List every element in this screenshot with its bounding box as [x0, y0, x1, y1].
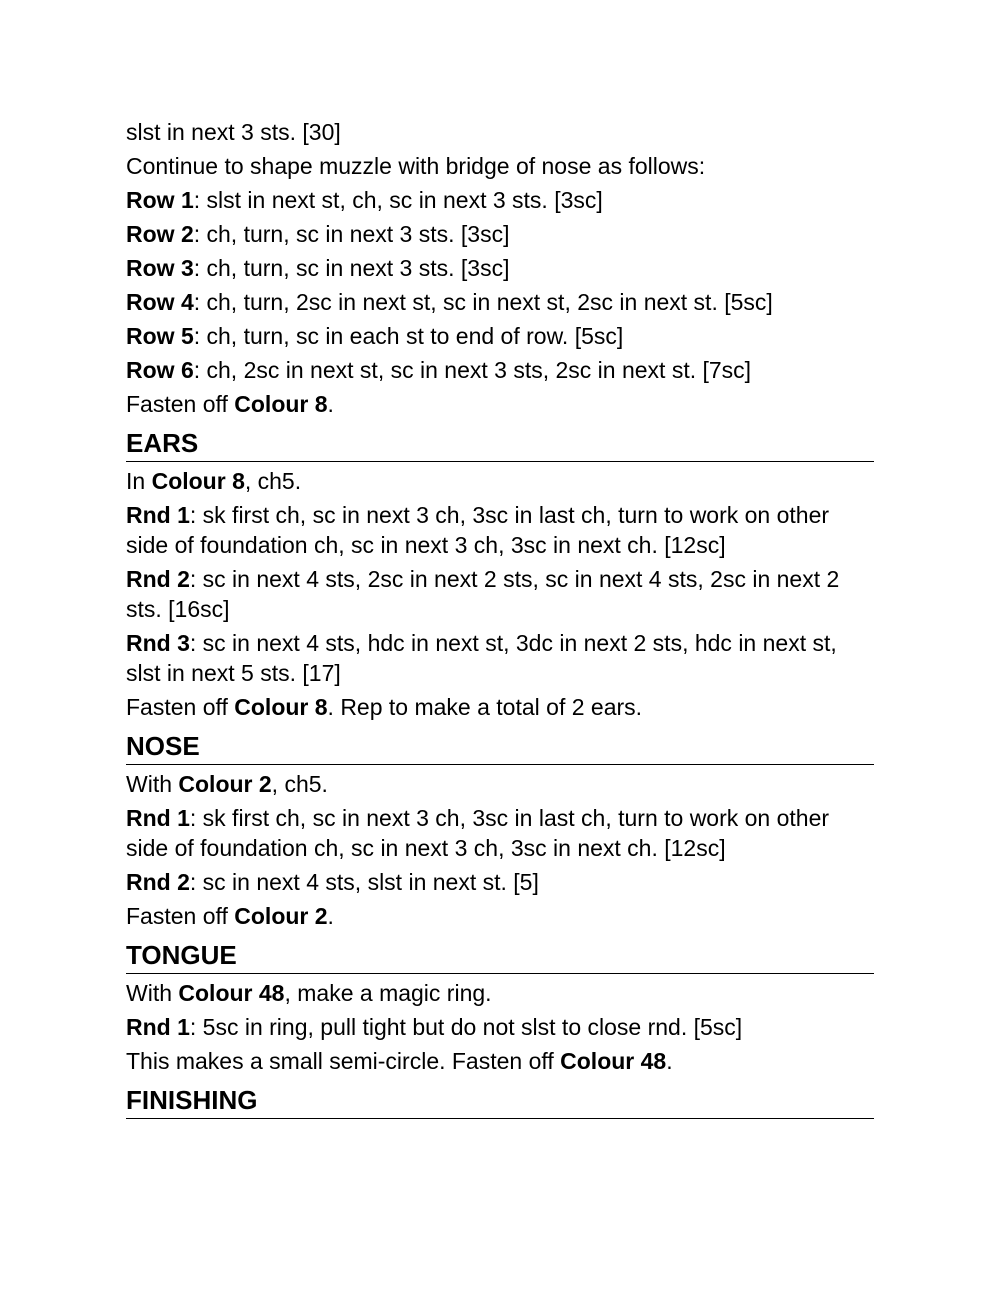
section-heading-nose: NOSE [126, 730, 874, 765]
fasten-off-line [126, 1046, 874, 1076]
round-instruction [126, 1012, 874, 1042]
row-instruction [126, 219, 874, 249]
row-instruction [126, 355, 874, 385]
row-text: : ch, 2sc in next st, sc in next 3 sts, 2sc in next st. [7sc] [193, 357, 752, 383]
round-instruction [126, 500, 874, 560]
fasten-off-line [126, 692, 874, 722]
round-instruction [126, 803, 874, 863]
colour-name: Colour 2 [178, 771, 272, 797]
round-label: Rnd 2 [126, 566, 190, 592]
start-text: In [126, 468, 152, 494]
section-heading-finishing: FINISHING [126, 1084, 874, 1119]
intro-line: slst in next 3 sts. [30] [126, 119, 341, 145]
fasten-text: Fasten off [126, 391, 235, 417]
round-text: : sc in next 4 sts, hdc in next st, 3dc in next 2 sts, hdc in next st, slst in next 5 sts. [17] [126, 630, 837, 686]
row-label: Row 1 [126, 187, 194, 213]
colour-name: Colour 8 [234, 694, 328, 720]
row-text: : ch, turn, sc in each st to end of row. [5sc] [193, 323, 624, 349]
fasten-text: . [327, 903, 334, 929]
round-instruction [126, 867, 874, 897]
colour-name: Colour 2 [234, 903, 328, 929]
fasten-text: . Rep to make a total of 2 ears. [327, 694, 643, 720]
fasten-text: Fasten off [126, 694, 235, 720]
row-label: Row 5 [126, 323, 194, 349]
fasten-off-line [126, 901, 874, 931]
colour-name: Colour 8 [151, 468, 245, 494]
row-instruction [126, 287, 874, 317]
round-instruction [126, 628, 874, 688]
fasten-text: . [666, 1048, 673, 1074]
row-label: Row 3 [126, 255, 194, 281]
start-text: , ch5. [271, 771, 328, 797]
start-text: , make a magic ring. [284, 980, 492, 1006]
start-text: , ch5. [244, 468, 302, 494]
fasten-off-line [126, 389, 874, 419]
round-text: : sc in next 4 sts, slst in next st. [5] [189, 869, 539, 895]
row-instruction [126, 253, 874, 283]
colour-name: Colour 48 [178, 980, 285, 1006]
start-line [126, 769, 874, 799]
round-label: Rnd 3 [126, 630, 190, 656]
row-label: Row 2 [126, 221, 194, 247]
section-heading-tongue: TONGUE [126, 939, 874, 974]
round-text: : sk first ch, sc in next 3 ch, 3sc in last ch, turn to work on other side of foundation ch, sc in next 3 ch, 3sc in next ch. [12sc] [126, 805, 830, 861]
section-heading-ears: EARS [126, 427, 874, 462]
row-text: : ch, turn, 2sc in next st, sc in next st, 2sc in next st. [5sc] [193, 289, 773, 315]
pattern-page [126, 117, 874, 1123]
intro-line: Continue to shape muzzle with bridge of nose as follows: [126, 153, 706, 179]
colour-name: Colour 48 [560, 1048, 667, 1074]
row-text: : slst in next st, ch, sc in next 3 sts. [3sc] [193, 187, 603, 213]
round-label: Rnd 1 [126, 805, 190, 831]
row-label: Row 4 [126, 289, 194, 315]
start-text: With [126, 980, 179, 1006]
start-line [126, 466, 874, 496]
row-text: : ch, turn, sc in next 3 sts. [3sc] [193, 221, 510, 247]
round-instruction [126, 564, 874, 624]
round-text: : sk first ch, sc in next 3 ch, 3sc in last ch, turn to work on other side of foundation ch, sc in next 3 ch, 3sc in next ch. [12sc] [126, 502, 830, 558]
row-instruction [126, 321, 874, 351]
row-text: : ch, turn, sc in next 3 sts. [3sc] [193, 255, 510, 281]
row-label: Row 6 [126, 357, 194, 383]
round-text: : sc in next 4 sts, 2sc in next 2 sts, sc in next 4 sts, 2sc in next 2 sts. [16sc] [126, 566, 840, 622]
start-line [126, 978, 874, 1008]
colour-name: Colour 8 [234, 391, 328, 417]
start-text: With [126, 771, 179, 797]
round-label: Rnd 1 [126, 1014, 190, 1040]
fasten-text: Fasten off [126, 903, 235, 929]
round-label: Rnd 1 [126, 502, 190, 528]
fasten-text: This makes a small semi-circle. Fasten off [126, 1048, 561, 1074]
fasten-text: . [327, 391, 334, 417]
row-instruction [126, 185, 874, 215]
round-label: Rnd 2 [126, 869, 190, 895]
round-text: : 5sc in ring, pull tight but do not slst to close rnd. [5sc] [189, 1014, 743, 1040]
